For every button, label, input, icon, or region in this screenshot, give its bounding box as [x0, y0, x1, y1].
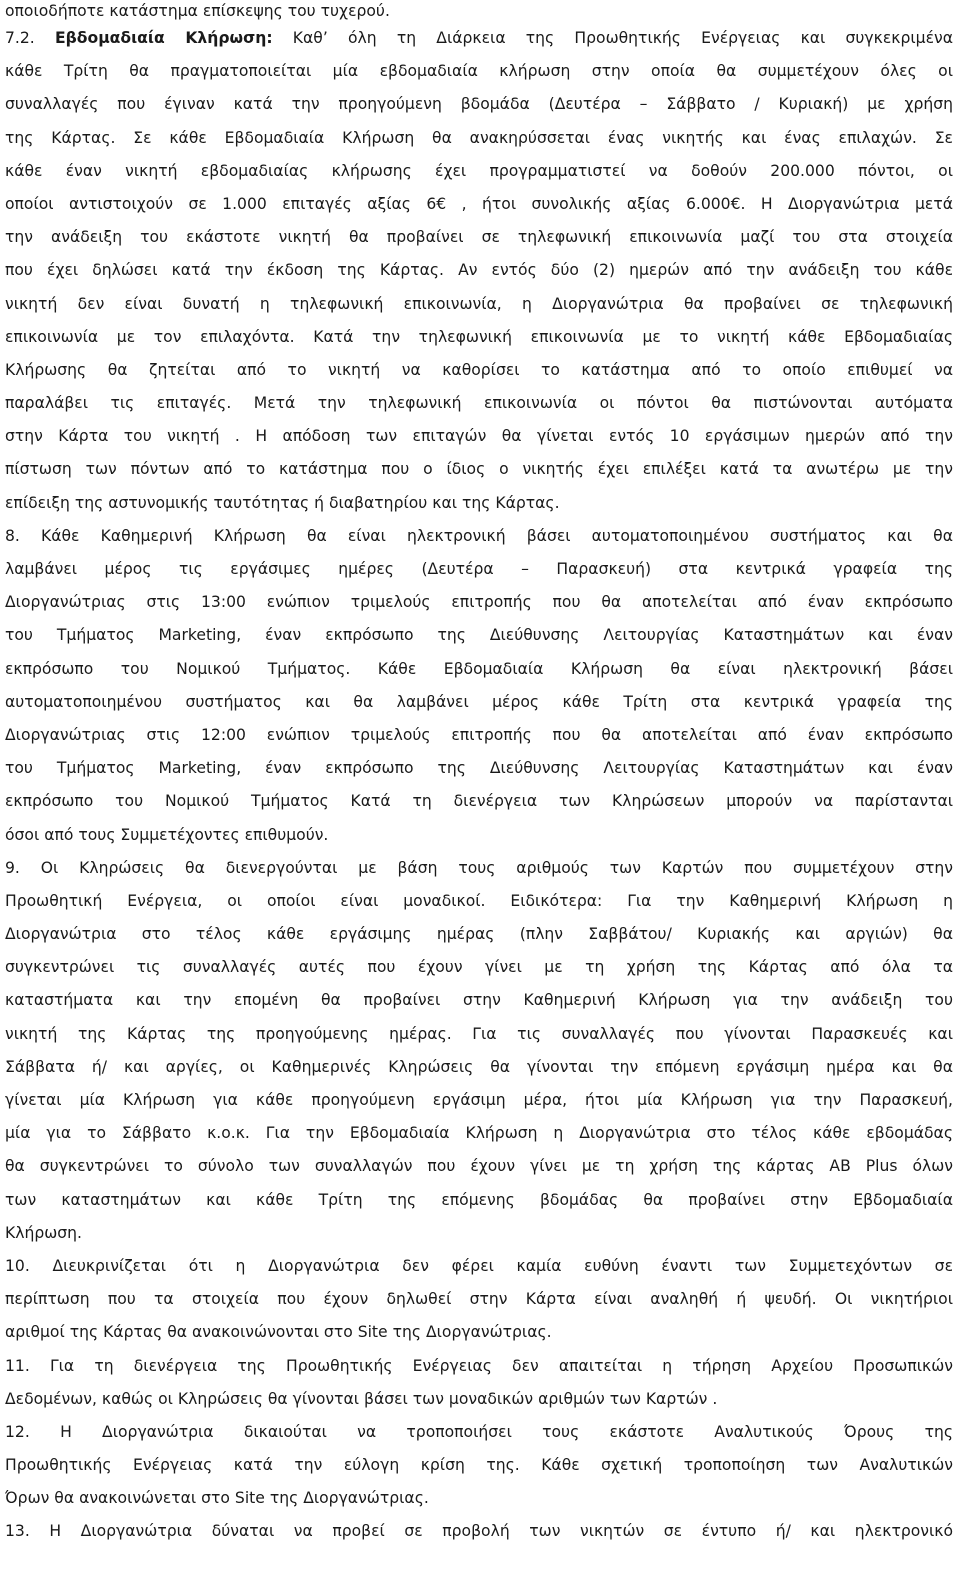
text-line: [5, 1515, 953, 1548]
text-line: [5, 586, 953, 619]
text-line: [5, 918, 953, 951]
line-text: όσοι από τους Συμμετέχοντες επιθυμούν.: [5, 825, 329, 844]
line-text: καταστήματα και την επομένη θα προβαίνει στην Καθημερινή Κλήρωση για την ανάδειξη του: [5, 991, 953, 1010]
line-text: 9. Οι Κληρώσεις θα διενεργούνται με βάση τους αριθμούς των Καρτών που συμμετέχουν στην: [5, 858, 953, 877]
line-text: παραλάβει τις επιταγές. Μετά την τηλεφωνική επικοινωνία οι πόντοι θα πιστώνονται αυτόματα: [5, 394, 953, 413]
text-line: [5, 719, 953, 752]
line-text: Διοργανώτρια στο τέλος κάθε εργάσιμης ημέρας (πλην Σαββάτου/ Κυριακής και αργιών) θα: [5, 925, 953, 944]
text-line: [5, 1383, 953, 1416]
text-line: [5, 122, 953, 155]
document-page: [5, 0, 953, 1549]
text-line: [5, 686, 953, 719]
text-line: [5, 1350, 953, 1383]
line-text: Καθ’ όλη τη Διάρκεια της Προωθητικής Ενέργειας και συγκεκριμένα: [272, 29, 953, 47]
text-line: [5, 420, 953, 453]
text-line: [5, 1051, 953, 1084]
text-line: [5, 1416, 953, 1449]
text-line: [5, 453, 953, 486]
line-text: του Τμήματος Marketing, έναν εκπρόσωπο της Διεύθυνσης Λειτουργίας Καταστημάτων και έναν: [5, 759, 953, 778]
line-text: που έχει δηλώσει κατά την έκδοση της Κάρτας. Αν εντός δύο (2) ημερών από την ανάδειξη του κάθε: [5, 261, 953, 280]
text-line: [5, 387, 953, 420]
section-heading: Εβδομαδιαία Κλήρωση:: [54, 29, 273, 47]
text-line: [5, 321, 953, 354]
line-text: αυτοματοποιημένου συστήματος και θα λαμβάνει μέρος κάθε Τρίτη στα κεντρικά γραφεία της: [5, 692, 953, 711]
line-text: συγκεντρώνει τις συναλλαγές αυτές που έχουν γίνει με τη χρήση της Κάρτας από όλα τα: [5, 958, 953, 977]
line-text: στην Κάρτα του νικητή . Η απόδοση των επιταγών θα γίνεται εντός 10 εργάσιμων ημερών από την: [5, 427, 953, 446]
text-line: [5, 1449, 953, 1482]
line-text: κάθε έναν νικητή εβδομαδιαίας κλήρωσης έχει προγραμματιστεί να δοθούν 200.000 πόντοι, οι: [5, 161, 953, 180]
line-text: επικοινωνία με τον επιλαχόντα. Κατά την τηλεφωνική επικοινωνία με το νικητή κάθε Εβδομαδιαίας: [5, 327, 953, 346]
line-text: Κλήρωσης θα ζητείται από το νικητή να καθορίσει το κατάστημα από το οποίο επιθυμεί να: [5, 360, 953, 379]
text-line: [5, 885, 953, 918]
line-text: εκπρόσωπο του Νομικού Τμήματος. Κάθε Εβδομαδιαία Κλήρωση θα είναι ηλεκτρονική βάσει: [5, 659, 953, 678]
line-text: Δεδομένων, καθώς οι Κληρώσεις θα γίνονται βάσει των μοναδικών αριθμών των Καρτών .: [5, 1389, 718, 1408]
line-text: 10. Διευκρινίζεται ότι η Διοργανώτρια δεν φέρει καμία ευθύνη έναντι των Συμμετεχόντων σε: [5, 1256, 953, 1275]
line-text: νικητή της Κάρτας της προηγούμενης ημέρας. Για τις συναλλαγές που γίνονται Παρασκευές και: [5, 1024, 953, 1043]
text-line: [5, 1250, 953, 1283]
text-line: [5, 653, 953, 686]
line-text: του Τμήματος Marketing, έναν εκπρόσωπο της Διεύθυνσης Λειτουργίας Καταστημάτων και έναν: [5, 626, 953, 645]
line-text: μία για το Σάββατο κ.ο.κ. Για την Εβδομαδιαία Κλήρωση η Διοργανώτρια στο τέλος κάθε εβδομάδας: [5, 1124, 953, 1143]
text-line: [5, 55, 953, 88]
line-text: αριθμοί της Κάρτας θα ανακοινώνονται στο Site της Διοργανώτριας.: [5, 1323, 552, 1342]
line-text: 12. Η Διοργανώτρια δικαιούται να τροποποιήσει τους εκάστοτε Αναλυτικούς Όρους της: [5, 1422, 953, 1441]
line-text: της Κάρτας. Σε κάθε Εβδομαδιαία Κλήρωση θα ανακηρύσσεται ένας νικητής και ένας επιλαχών. Σε: [5, 128, 953, 147]
text-line: [5, 1283, 953, 1316]
text-line: [5, 619, 953, 652]
text-line: [5, 354, 953, 387]
text-line: [5, 1184, 953, 1217]
line-text: Προωθητική Ενέργεια, οι οποίοι είναι μοναδικοί. Ειδικότερα: Για την Καθημερινή Κλήρωση η: [5, 891, 953, 910]
text-line: [5, 520, 953, 553]
text-line: [5, 288, 953, 321]
text-line: [5, 0, 953, 22]
text-line: [5, 221, 953, 254]
text-line: [5, 88, 953, 121]
line-text: των καταστημάτων και κάθε Τρίτη της επόμενης βδομάδας θα προβαίνει στην Εβδομαδιαία: [5, 1190, 953, 1209]
line-text: Κλήρωση.: [5, 1223, 83, 1242]
text-line: [5, 553, 953, 586]
line-text: πίστωση των πόντων από το κατάστημα που ο ίδιος ο νικητής έχει επιλέξει κατά τα ανωτέρω με την: [5, 460, 953, 479]
text-line: [5, 984, 953, 1017]
line-text: οποιοδήποτε κατάστημα επίσκεψης του τυχερού.: [5, 2, 390, 20]
line-text: 11. Για τη διενέργεια της Προωθητικής Ενέργειας δεν απαιτείται η τήρηση Αρχείου Προσωπικών: [5, 1356, 953, 1375]
text-line: [5, 819, 953, 852]
line-text: την ανάδειξη του εκάστοτε νικητή θα προβαίνει σε τηλεφωνική επικοινωνία μαζί του στα στοιχεία: [5, 228, 953, 247]
text-line: [5, 487, 953, 520]
text-line: [5, 254, 953, 287]
text-line: [5, 155, 953, 188]
line-text: Διοργανώτριας στις 13:00 ενώπιον τριμελούς επιτροπής που θα αποτελείται από έναν εκπρόσωπο: [5, 593, 953, 612]
line-text: 13. Η Διοργανώτρια δύναται να προβεί σε προβολή των νικητών σε έντυπο ή/ και ηλεκτρονικό: [5, 1522, 953, 1541]
text-line: [5, 1018, 953, 1051]
line-text: Προωθητικής Ενέργειας κατά την εύλογη κρίση της. Κάθε σχετική τροποποίηση των Αναλυτικών: [5, 1456, 953, 1475]
text-line: [5, 188, 953, 221]
line-text: περίπτωση που τα στοιχεία που έχουν δηλωθεί στην Κάρτα είναι αναληθή ή ψευδή. Οι νικητήριοι: [5, 1290, 953, 1309]
line-text: λαμβάνει μέρος τις εργάσιμες ημέρες (Δευτέρα – Παρασκευή) στα κεντρικά γραφεία της: [5, 560, 953, 578]
text-line: [5, 22, 953, 55]
text-line: [5, 785, 953, 818]
text-line: [5, 1084, 953, 1117]
line-text: εκπρόσωπο του Νομικού Τμήματος Κατά τη διενέργεια των Κληρώσεων μπορούν να παρίστανται: [5, 792, 953, 811]
line-text: γίνεται μία Κλήρωση για κάθε προηγούμενη εργάσιμη μέρα, ήτοι μία Κλήρωση για την Παρασκευή,: [5, 1091, 953, 1109]
text-line: [5, 951, 953, 984]
text-line: [5, 1316, 953, 1349]
line-text: επίδειξη της αστυνομικής ταυτότητας ή διαβατηρίου και της Κάρτας.: [5, 493, 560, 512]
text-line: [5, 852, 953, 885]
line-text: οποίοι αντιστοιχούν σε 1.000 επιταγές αξίας 6€ , ήτοι συνολικής αξίας 6.000€. Η Διοργανώτρια μετά: [5, 194, 953, 213]
text-line: [5, 752, 953, 785]
line-text: θα συγκεντρώνει το σύνολο των συναλλαγών που έχουν γίνει με τη χρήση της κάρτας AB Plus όλων: [5, 1157, 953, 1176]
line-text: νικητή δεν είναι δυνατή η τηλεφωνική επικοινωνία, η Διοργανώτρια θα προβαίνει σε τηλεφωνική: [5, 294, 953, 313]
section-number: 7.2.: [5, 29, 55, 47]
line-text: συναλλαγές που έγιναν κατά την προηγούμενη βδομάδα (Δευτέρα – Σάββατο / Κυριακή) με χρήση: [5, 95, 953, 114]
line-text: Όρων θα ανακοινώνεται στο Site της Διοργανώτριας.: [5, 1489, 429, 1508]
line-text: 8. Κάθε Καθημερινή Κλήρωση θα είναι ηλεκτρονική βάσει αυτοματοποιημένου συστήματος και θα: [5, 526, 953, 545]
line-text: κάθε Τρίτη θα πραγματοποιείται μία εβδομαδιαία κλήρωση στην οποία θα συμμετέχουν όλες οι: [5, 62, 953, 81]
text-line: [5, 1117, 953, 1150]
text-line: [5, 1482, 953, 1515]
text-line: [5, 1150, 953, 1183]
text-line: [5, 1217, 953, 1250]
line-text: Διοργανώτριας στις 12:00 ενώπιον τριμελούς επιτροπής που θα αποτελείται από έναν εκπρόσωπο: [5, 725, 953, 744]
line-text: Σάββατα ή/ και αργίες, οι Καθημερινές Κληρώσεις θα γίνονται την επόμενη εργάσιμη ημέρα και θα: [5, 1057, 953, 1076]
